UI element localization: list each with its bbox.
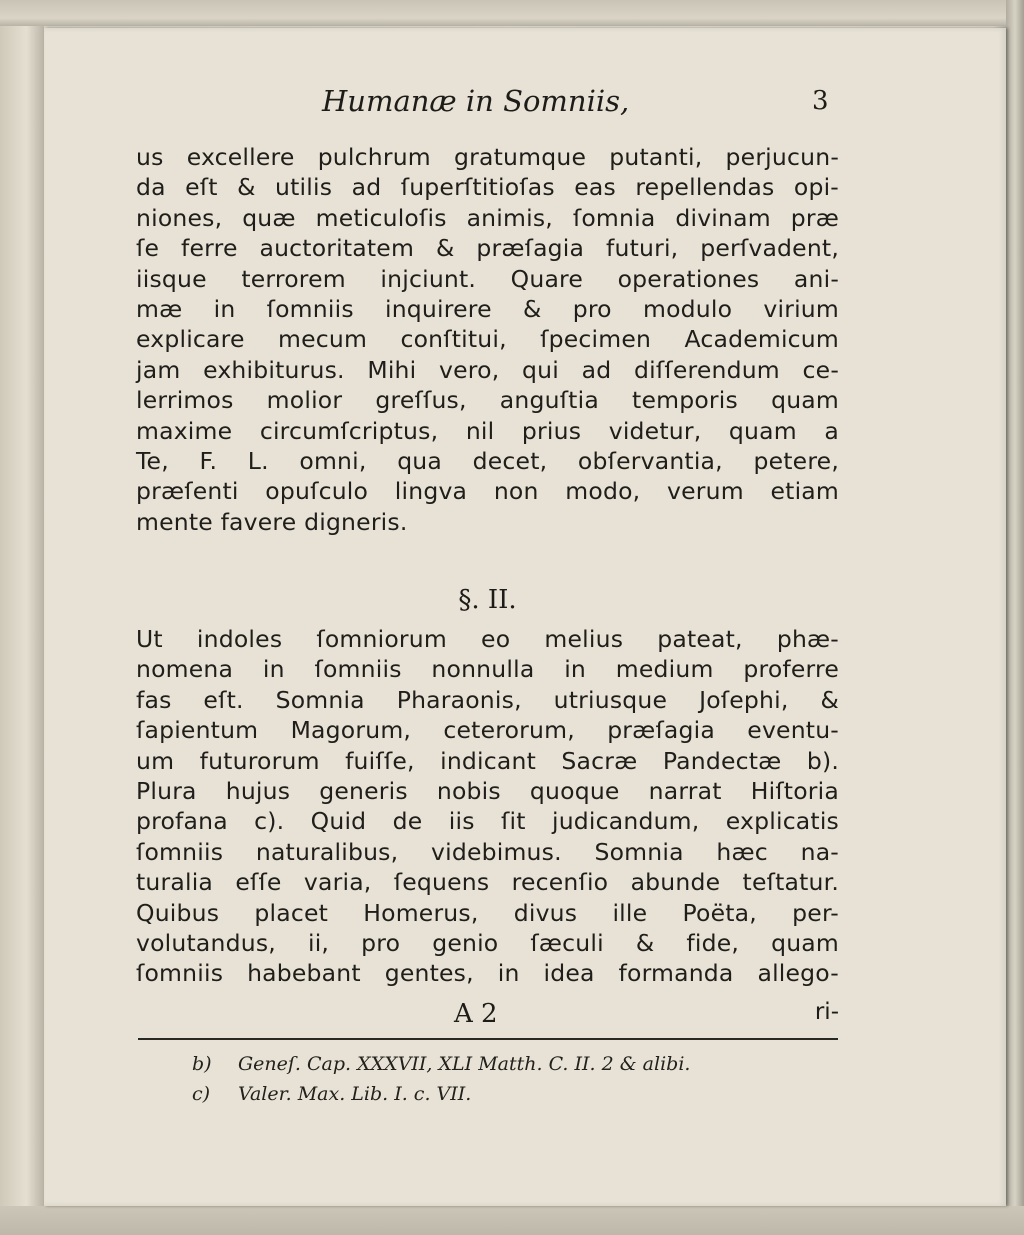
footnote-mark: b): [192, 1053, 212, 1075]
text-line: mente favere digneris.: [136, 507, 408, 536]
text-line: lerrimos molior greſſus, anguſtia temporis quam: [136, 386, 839, 415]
page-bottom-edge: [0, 1206, 1024, 1235]
text-line: Ut indoles ſomniorum eo melius pateat, phæ-: [136, 625, 839, 653]
text-line: turalia eſſe varia, ſequens recenſio abunde teſtatur.: [136, 868, 839, 897]
text-line: Plura hujus generis nobis quoque narrat Hiſtoria: [136, 776, 839, 805]
text-line: explicare mecum conſtitui, ſpecimen Academicum: [136, 325, 839, 354]
section-heading: §. II.: [458, 585, 517, 615]
text-line: da eſt & utilis ad ſuperſtitioſas eas repellendas opi-: [136, 173, 839, 202]
text-line: profana c). Quid de iis ſit judicandum, explicatis: [136, 807, 839, 836]
signature-line: [136, 999, 839, 1029]
text-line: ſomniis habebant gentes, in idea formanda allego-: [136, 959, 839, 988]
footnote-rule: [138, 1038, 838, 1040]
text-line: præſenti opuſculo lingva non modo, verum etiam: [136, 477, 839, 506]
footnote-mark: c): [192, 1083, 211, 1105]
text-line: ſapientum Magorum, ceterorum, præſagia eventu-: [136, 716, 839, 745]
footnotes: [192, 1049, 842, 1109]
paragraph-2: [136, 624, 839, 989]
page-number: 3: [812, 86, 829, 116]
running-header: [322, 84, 842, 124]
text-line: Te, F. L. omni, qua decet, obſervantia, petere,: [136, 446, 839, 475]
catchword: ri-: [814, 999, 839, 1025]
book-gutter: [0, 26, 44, 1211]
footnote-text: Geneſ. Cap. XXXVII, XLI Matth. C. II. 2 & alibi.: [238, 1053, 691, 1075]
text-line: jam exhibiturus. Mihi vero, qui ad diſſerendum ce-: [136, 355, 839, 384]
text-line: niones, quæ meticuloſis animis, ſomnia divinam præ: [136, 203, 839, 232]
text-line: ſomniis naturalibus, videbimus. Somnia hæc na-: [136, 837, 839, 866]
text-line: iisque terrorem injciunt. Quare operationes ani-: [136, 264, 839, 293]
footnote: [192, 1079, 842, 1109]
page-right-edge: [1006, 0, 1024, 1235]
footnote: [192, 1049, 842, 1079]
footnote-text: Valer. Max. Lib. I. c. VII.: [238, 1083, 472, 1105]
text-line: um futurorum fuiſſe, indicant Sacræ Pandectæ b).: [136, 746, 839, 775]
signature-mark: A 2: [454, 999, 498, 1029]
paragraph-1: [136, 142, 839, 537]
text-line: volutandus, ii, pro genio ſæculi & fide, quam: [136, 928, 839, 957]
text-line: maxime circumſcriptus, nil prius videtur, quam a: [136, 416, 839, 445]
text-line: Quibus placet Homerus, divus ille Poëta, per-: [136, 898, 839, 927]
text-line: ſe ferre auctoritatem & præſagia futuri, perſvadent,: [136, 234, 839, 263]
text-line: nomena in ſomniis nonnulla in medium proferre: [136, 655, 839, 684]
text-line: fas eſt. Somnia Pharaonis, utriusque Joſephi, &: [136, 685, 839, 714]
page-top-edge: [0, 0, 1024, 26]
text-line: mæ in ſomniis inquirere & pro modulo virium: [136, 294, 839, 323]
running-title: Humanæ in Somniis,: [322, 84, 630, 118]
text-line: us excellere pulchrum gratumque putanti, perjucun-: [136, 143, 839, 171]
